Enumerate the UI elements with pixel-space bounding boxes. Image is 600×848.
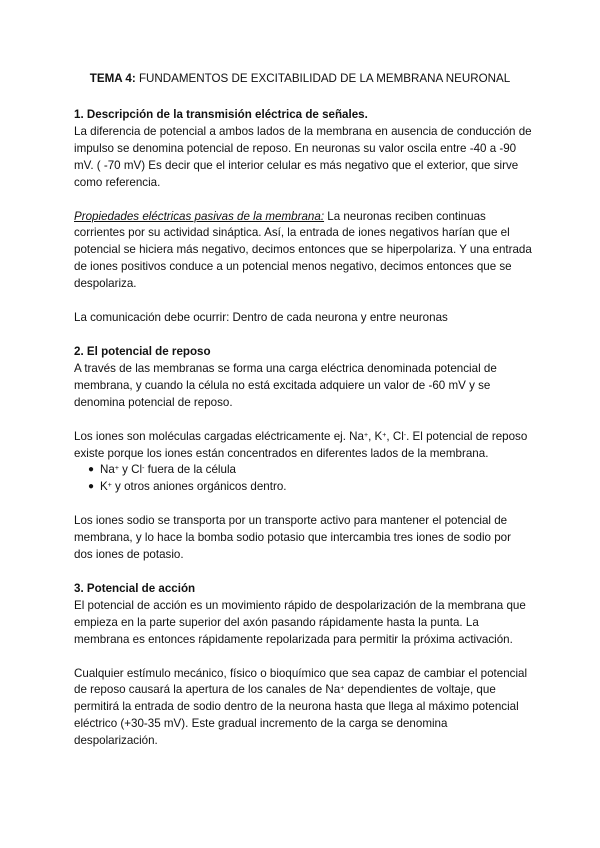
ions-text-d: . El potencial de reposo existe porque los iones están concentrados en diferentes lados de la membrana.: [74, 429, 528, 460]
bullet-icon: ●: [88, 481, 95, 493]
section-2-paragraph-1: A través de las membranas se forma una carga eléctrica denominada potencial de membrana, y cuando la célula no está excitada adquiere un valor de -60 mV y se denomina potencial de reposo.: [74, 361, 497, 409]
bullet-2-text-a: K: [100, 480, 108, 494]
list-item: [74, 462, 532, 479]
bullet-2-k-charge: +: [107, 482, 112, 490]
ions-text-b: , K: [368, 429, 383, 443]
bullet-1-cl-charge: -: [142, 465, 145, 473]
section-1-paragraph-3: La comunicación debe ocurrir: Dentro de cada neurona y entre neuronas: [74, 311, 448, 325]
bullet-1-text-c: fuera de la célula: [144, 463, 236, 477]
section-2-paragraph-2: [74, 429, 532, 463]
ions-text-c: , Cl: [386, 429, 404, 443]
stimulus-text-a: Cualquier estímulo mecánico, físico o bioquímico que sea capaz de cambiar el potencial de reposo causará la apertura de los canales de Na: [74, 666, 528, 697]
na-charge: +: [340, 685, 345, 693]
section-2-paragraph-3: Los iones sodio se transporta por un transporte activo para mantener el potencial de membrana, y lo hace la bomba sodio potasio que intercambia tres iones de sodio por dos iones de potasio.: [74, 514, 511, 562]
ion-list: [74, 462, 532, 496]
section-3-paragraph-1: El potencial de acción es un movimiento rápido de despolarización de la membrana que empieza en la parte superior del axón pasando rápidamente hasta la punta. La membrana es entonces rápidamente repolarizada para permitir la próxima activación.: [74, 598, 526, 646]
section-1-paragraph-1: La diferencia de potencial a ambos lados de la membrana en ausencia de conducción de impulso se denomina potencial de reposo. En neuronas su valor oscila entre -40 a -90 mV. ( -70 mV) Es decir que el interior celular es más negativo que el exterior, que sirve como referencia.: [74, 124, 532, 189]
section-3-heading: 3. Potencial de acción: [74, 581, 196, 595]
bullet-1-text-b: y Cl: [118, 463, 143, 477]
cl-charge: -: [403, 431, 407, 439]
k-charge: +: [382, 431, 387, 439]
title-text: FUNDAMENTOS DE EXCITABILIDAD DE LA MEMBRANA NEURONAL: [135, 72, 511, 85]
section-2-heading: 2. El potencial de reposo: [74, 344, 211, 358]
section-3-paragraph-2: [74, 666, 532, 751]
section-1-paragraph-2: [74, 209, 532, 294]
bullet-1-text-a: Na: [100, 463, 115, 477]
ions-text-a: Los iones son moléculas cargadas eléctricamente ej. Na: [74, 429, 364, 443]
section-1-heading: 1. Descripción de la transmisión eléctrica de señales.: [74, 108, 368, 121]
list-item: [74, 479, 532, 496]
bullet-2-text-b: y otros aniones orgánicos dentro.: [111, 480, 287, 494]
passive-properties-label: Propiedades eléctricas pasivas de la membrana:: [74, 209, 325, 223]
title-prefix: TEMA 4:: [89, 72, 136, 85]
bullet-icon: ●: [88, 464, 95, 476]
page-title: [0, 71, 600, 87]
passive-properties-text: La neuronas reciben continuas corrientes por su actividad sináptica. Así, la entrada de iones negativos harían que el potencial se hiciera más negativo, decimos entonces que se hiperpolariza. Y una entrada de iones positivos conduce a un potencial menos negativo, decimos entonces que se despolariza.: [74, 209, 532, 291]
na-charge: +: [364, 431, 369, 439]
document-body: [74, 107, 532, 750]
stimulus-text-b: dependientes de voltaje, que permitirá la entrada de sodio dentro de la neurona hasta que llega al máximo potencial eléctrico (+30-35 mV). Este gradual incremento de la carga se denomina despolarización.: [74, 683, 519, 748]
bullet-1-na-charge: +: [114, 465, 119, 473]
